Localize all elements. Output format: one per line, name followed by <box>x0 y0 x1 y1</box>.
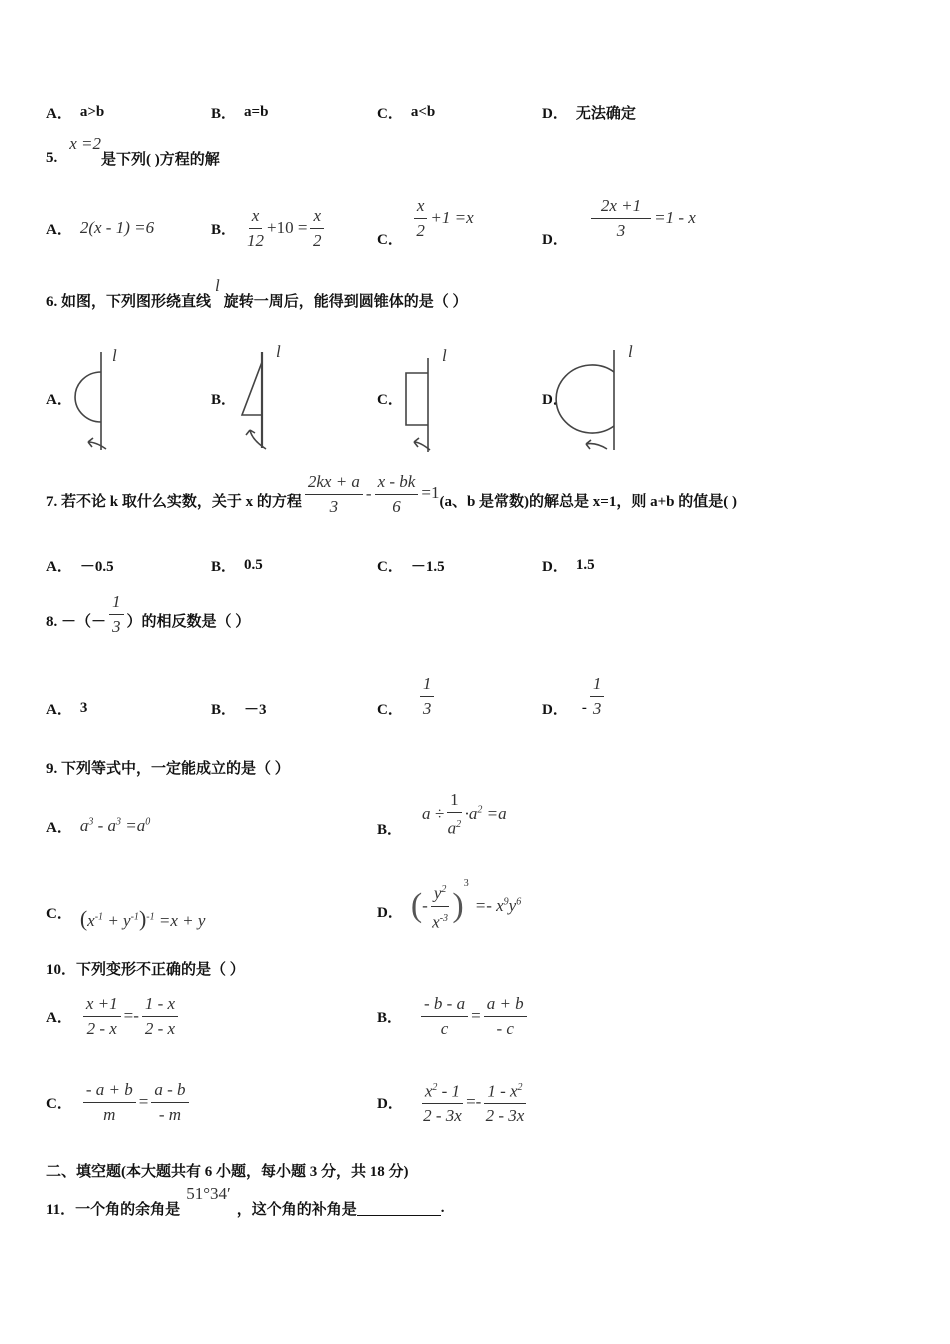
math-expression: x =2 <box>69 134 102 153</box>
q7-option-a <box>46 535 114 595</box>
option-label: C． <box>46 1095 72 1112</box>
math-text: - <box>422 896 428 915</box>
option-label: B． <box>211 105 237 122</box>
question-number: 5. <box>46 149 58 166</box>
fraction <box>422 1076 463 1129</box>
fraction <box>109 590 124 639</box>
q7-option-b <box>211 535 263 595</box>
question-text: 11．一个角的余角是 <box>46 1201 181 1218</box>
denominator: $a^2$ <box>447 818 462 838</box>
question-8-stem <box>46 590 250 650</box>
denominator: 12 <box>247 230 265 250</box>
math-text: = <box>138 1092 149 1111</box>
option-label: D． <box>542 558 568 575</box>
axis-label: l <box>628 342 633 361</box>
axis-label: l <box>276 342 281 361</box>
fraction <box>305 470 363 519</box>
q9-option-a <box>46 796 150 856</box>
q8-option-d <box>542 666 607 726</box>
denominator: 2 - x <box>144 1018 176 1038</box>
right-paren: ) <box>452 887 464 924</box>
option-text: 0.5 <box>244 556 263 573</box>
denominator: 3 <box>616 220 626 240</box>
question-text: ）的相反数是（ ） <box>126 613 251 630</box>
fraction <box>484 1076 525 1129</box>
option-label: A． <box>46 819 72 836</box>
option-label: B． <box>211 391 237 408</box>
fraction <box>83 992 121 1041</box>
question-11-stem <box>46 1178 444 1238</box>
q10-option-c <box>46 1072 192 1132</box>
q10-option-d <box>377 1072 529 1132</box>
math-text: =1 - x <box>654 208 696 227</box>
math-expression: $(x^{-1} + y^{-1})^{-1} =x + y$ <box>79 906 206 931</box>
axis-label: l <box>112 346 117 365</box>
numerator: 2kx + a <box>305 470 363 495</box>
option-label: D． <box>377 1095 403 1112</box>
question-text: 7. 若不论 k 取什么实数，关于 x 的方程 <box>46 493 302 510</box>
question-text: 旋转一周后，能得到圆锥体的是（ ） <box>223 293 468 310</box>
math-text: =- <box>466 1092 482 1111</box>
question-text: ，这个角的补角是 <box>236 1201 357 1218</box>
option-label: C． <box>46 905 72 922</box>
math-text: +10 = <box>267 218 308 237</box>
line-symbol: l <box>215 276 220 295</box>
option-label: A． <box>46 1009 72 1026</box>
option-label: B． <box>211 558 237 575</box>
question-text: 是下列( )方程的解 <box>101 151 220 168</box>
option-label: A． <box>46 558 72 575</box>
denominator: $x^{-3}$ <box>432 912 449 932</box>
option-label: C． <box>377 701 403 718</box>
question-text: 9. 下列等式中，一定能成立的是（ ） <box>46 760 290 777</box>
math-text: - <box>581 699 587 716</box>
exponent: 3 <box>463 878 469 889</box>
q7-option-c <box>377 535 445 595</box>
option-label: B． <box>211 701 237 718</box>
question-text: (a、b 是常数)的解总是 x=1，则 a+b 的值是( ) <box>439 493 737 510</box>
option-label: D． <box>542 231 568 248</box>
option-label: A． <box>46 105 72 122</box>
option-label: A． <box>46 391 72 408</box>
fraction <box>142 992 178 1041</box>
numerator: a + b <box>484 992 527 1017</box>
math-text: - <box>365 484 372 503</box>
figure-a-semicircle <box>75 352 106 450</box>
option-label: B． <box>377 1009 403 1026</box>
figure-d-arc <box>556 350 614 450</box>
numerator: x <box>310 204 324 229</box>
option-text: －0.5 <box>79 558 114 575</box>
denominator: 2 <box>312 230 322 250</box>
q9-option-c <box>46 882 205 942</box>
numerator: x <box>249 204 263 229</box>
q8-option-c <box>377 666 437 726</box>
numerator: 1 <box>590 672 605 697</box>
math-text: +1 =x <box>430 208 474 227</box>
fraction <box>447 788 462 841</box>
left-paren: ( <box>410 887 423 924</box>
math-text: =- $x^9y^6$ <box>474 896 522 915</box>
denominator: 3 <box>112 616 121 636</box>
numerator: - a + b <box>83 1078 136 1103</box>
math-text: = <box>471 1006 481 1025</box>
option-label: D． <box>542 701 568 718</box>
math-text: a ÷ <box>422 804 445 823</box>
figure-c-rectangle <box>406 358 430 452</box>
denominator: c <box>440 1018 449 1038</box>
numerator: $x^2 - 1$ <box>422 1076 463 1105</box>
option-label: D． <box>542 105 568 122</box>
option-text: a=b <box>244 103 269 120</box>
denominator: 3 <box>592 698 602 718</box>
q10-option-b <box>377 986 530 1046</box>
q9-option-b <box>377 784 507 844</box>
q7-option-d <box>542 535 595 595</box>
math-text: =1 <box>421 483 440 502</box>
math-expression: $a^3 - a^3 =a^0$ <box>79 816 151 835</box>
q6-figures <box>0 0 950 480</box>
math-text: $\cdot a^2 =a$ <box>464 804 507 823</box>
option-label: B． <box>377 821 403 838</box>
option-text: a>b <box>79 103 105 120</box>
question-text: 6. 如图，下列图形绕直线 <box>46 293 212 310</box>
denominator: 3 <box>422 698 432 718</box>
option-label: A． <box>46 701 72 718</box>
denominator: - c <box>496 1018 514 1038</box>
figure-b-triangle <box>242 352 266 449</box>
denominator: 2 - 3x <box>423 1106 462 1126</box>
fraction <box>151 1078 188 1127</box>
option-text: 无法确定 <box>575 105 636 122</box>
q9-option-d <box>377 876 521 936</box>
numerator: 1 - x <box>142 992 178 1017</box>
denominator: 2 - 3x <box>485 1106 525 1126</box>
question-9-stem <box>46 737 290 797</box>
math-expression: 2(x - 1) =6 <box>79 218 155 237</box>
numerator: 1 <box>447 788 462 813</box>
denominator: 2 - x <box>86 1018 117 1038</box>
option-label: C． <box>377 558 403 575</box>
denominator: m <box>103 1104 116 1124</box>
option-label: C． <box>377 231 403 248</box>
numerator: $1 - x^2$ <box>484 1076 525 1105</box>
denominator: 2 <box>416 220 425 240</box>
fraction <box>420 672 435 721</box>
numerator: $y^2$ <box>431 878 450 907</box>
question-text: . <box>440 1199 445 1216</box>
option-label: C． <box>377 105 403 122</box>
option-text: 1.5 <box>575 556 595 573</box>
option-label: C． <box>377 391 403 408</box>
section-title: 二、填空题(本大题共有 6 小题，每小题 3 分，共 18 分) <box>46 1163 409 1180</box>
answer-blank[interactable] <box>357 1201 441 1216</box>
option-text: －3 <box>244 701 267 718</box>
math-text: =- <box>123 1006 139 1025</box>
denominator: 3 <box>329 496 339 516</box>
option-text: －1.5 <box>410 558 445 575</box>
axis-label: l <box>442 346 447 365</box>
angle-value: 51°34′ <box>186 1184 231 1203</box>
q8-option-a <box>46 678 87 738</box>
numerator: x <box>414 194 428 219</box>
fraction <box>83 1078 136 1127</box>
numerator: 1 <box>420 672 435 697</box>
question-text: 8. －（－ <box>46 613 107 630</box>
numerator: x +1 <box>83 992 121 1017</box>
numerator: x - bk <box>375 470 419 495</box>
numerator: - b - a <box>421 992 468 1017</box>
option-label: D． <box>377 904 403 921</box>
q8-option-b <box>211 678 267 738</box>
numerator: 2x +1 <box>591 194 651 219</box>
fraction <box>421 992 468 1041</box>
denominator: - m <box>158 1104 182 1124</box>
fraction <box>431 878 450 934</box>
fraction <box>590 672 605 721</box>
denominator: 6 <box>392 496 401 516</box>
option-text: a<b <box>410 103 436 120</box>
fraction <box>375 470 419 519</box>
question-text: 10．下列变形不正确的是（ ） <box>46 961 245 978</box>
q10-option-a <box>46 986 181 1046</box>
question-7-stem <box>46 470 737 530</box>
numerator: a - b <box>151 1078 188 1103</box>
option-label: A． <box>46 221 72 238</box>
numerator: 1 <box>109 590 124 615</box>
option-label: B． <box>211 221 237 238</box>
option-text: 3 <box>79 699 88 716</box>
fraction <box>484 992 527 1041</box>
option-label: D． <box>542 391 568 408</box>
